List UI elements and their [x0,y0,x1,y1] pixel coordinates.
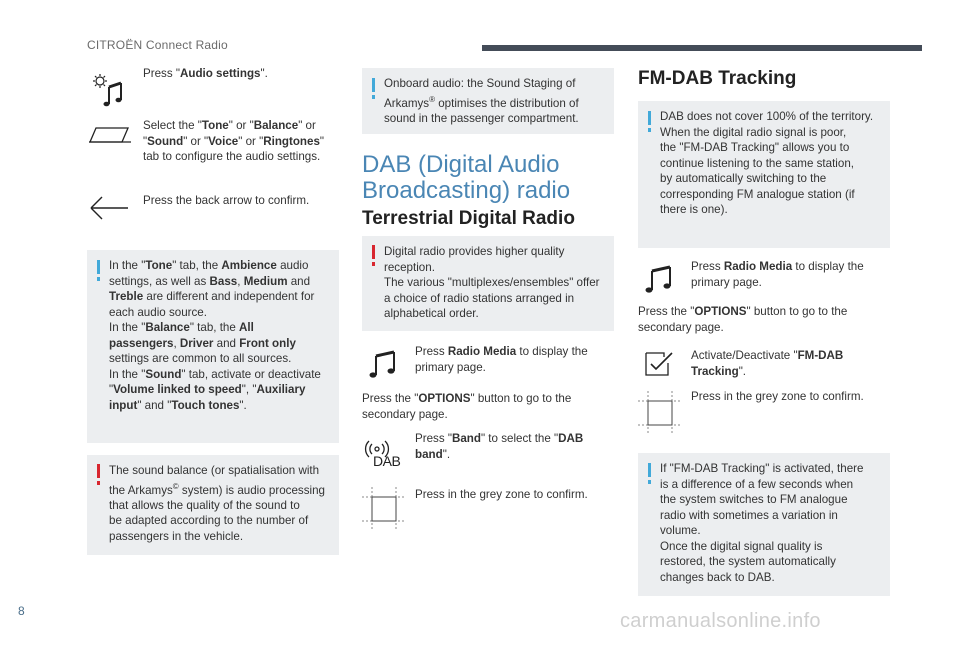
info-box-text: In the "Tone" tab, the Ambience audio settings, as well as Bass, Medium and Treble are different and independent for each audio source. In the "Balance" tab, the All passengers, Driver and Front only settings are common to all sources. In the "Sound" tab, activate or deactivate "Volume linked to speed", "Auxiliary input" and "Touch tones". [109,259,321,412]
info-box-dab-coverage [638,101,890,248]
step-back-arrow: Press the back arrow to confirm. [143,194,310,207]
radio-media-icon [642,263,678,295]
info-marker [648,463,651,477]
info-box-tracking-activated [638,453,890,596]
subtitle-terrestrial: Terrestrial Digital Radio [362,208,575,229]
info-marker [97,260,100,274]
step-radio-media: Press Radio Media to display the primary page. [415,345,588,374]
tab-icon [88,124,132,144]
grey-zone-icon [362,487,406,531]
warning-box-digital-radio [362,236,614,331]
warning-box-sound-balance [87,455,339,555]
info-marker [648,111,651,125]
title-fm-dab-tracking: FM-DAB Tracking [638,68,797,89]
radio-media-icon [366,348,402,380]
step-grey-zone: Press in the grey zone to confirm. [691,390,864,403]
step-activate-tracking: Activate/Deactivate "FM-DAB Tracking". [691,349,844,378]
info-box-text: Onboard audio: the Sound Staging of Arkamys® optimises the distribution of sound in the passenger compartment. [384,77,579,125]
step-radio-media: Press Radio Media to display the primary page. [691,260,864,289]
step-audio-settings: Press "Audio settings". [143,67,268,80]
step-select-tab: Select the "Tone" or "Balance" or "Sound" or "Voice" or "Ringtones" tab to configure the audio settings. [143,119,325,163]
warning-marker [97,464,100,478]
step-band: Press "Band" to select the "DAB band". [415,432,584,461]
info-box-onboard-audio [362,68,614,134]
header-title: CITROËN Connect Radio [87,38,228,52]
back-arrow-icon [88,194,130,222]
info-box-text: DAB does not cover 100% of the territory. When the digital radio signal is poor, the "FM-DAB Tracking" allows you to continue listening to the same station, by automatically switching to the corresponding FM analogue station (if there is one). [660,110,874,216]
page-number: 8 [18,604,25,618]
section-title-dab: DAB (Digital Audio Broadcasting) radio [362,151,571,204]
info-box-tone-balance [87,250,339,443]
warning-box-text: Digital radio provides higher quality reception. The various "multiplexes/ensembles" offer a choice of radio stations arranged in alphabetical order. [384,245,600,320]
info-marker [372,78,375,92]
info-box-text: If "FM-DAB Tracking" is activated, there is a difference of a few seconds when the system switches to FM analogue radio with sometimes a variation in volume. Once the digital signal quality is restored, the system automatically changes back to DAB. [660,462,864,584]
checkbox-icon [642,349,676,379]
warning-marker [372,245,375,259]
step-options: Press the "OPTIONS" button to go to the secondary page. [638,305,848,334]
header-bar [482,45,922,51]
warning-box-text: The sound balance (or spatialisation with the Arkamys© system) is audio processing that allows the quality of the sound to be adapted according to the number of passengers in the vehicle. [109,464,325,543]
step-grey-zone: Press in the grey zone to confirm. [415,488,588,501]
grey-zone-icon [638,391,682,435]
step-options: Press the "OPTIONS" button to go to the secondary page. [362,392,572,421]
audio-settings-icon [88,72,128,108]
dab-band-icon [363,433,407,473]
watermark: carmanualsonline.info [620,610,821,632]
dab-icon-label: DAB [373,453,401,469]
